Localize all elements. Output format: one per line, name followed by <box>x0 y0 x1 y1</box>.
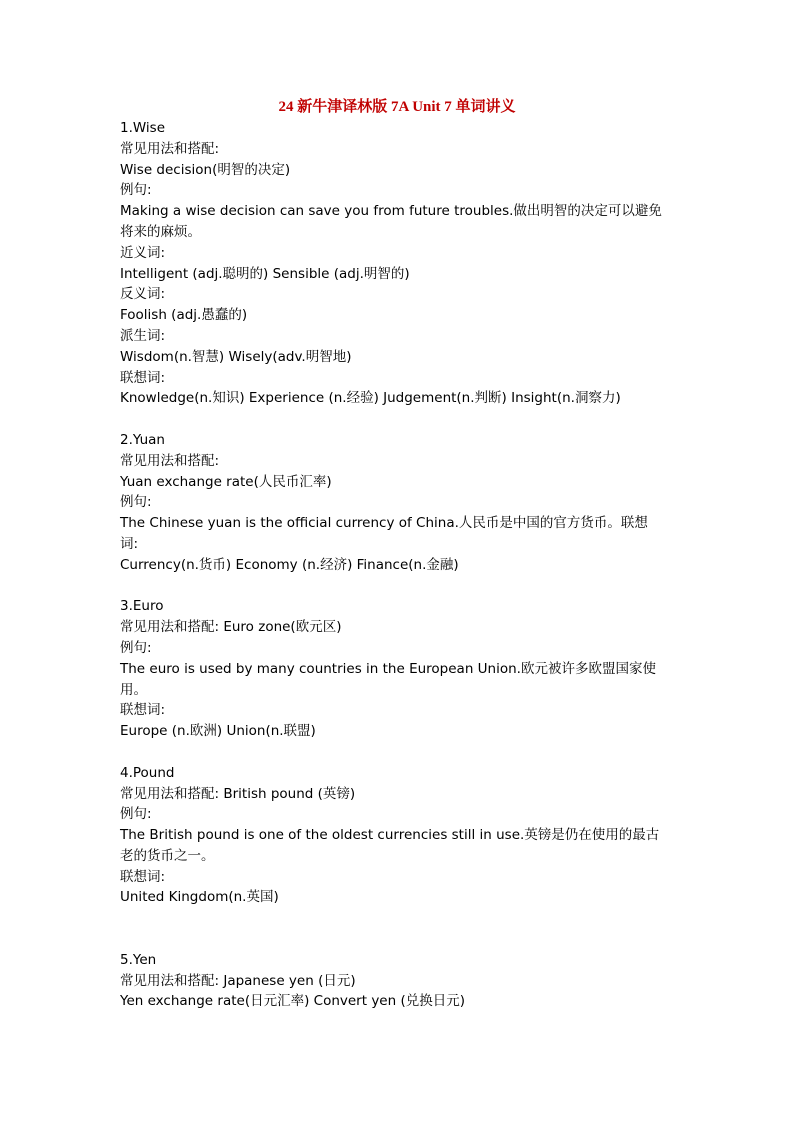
text-line: Intelligent (adj.聪明的) Sensible (adj.明智的) <box>120 265 410 282</box>
text-line: The British pound is one of the oldest currencies still in use.英镑是仍在使用的最古 <box>120 827 660 844</box>
text-line: 常见用法和搭配: Euro zone(欧元区) <box>120 619 342 636</box>
text-line: 近义词: <box>120 244 166 261</box>
text-line: Yuan exchange rate(人民币汇率) <box>120 473 332 490</box>
text-line: 将来的麻烦。 <box>120 223 201 240</box>
document-body <box>120 118 680 1012</box>
text-line: 用。 <box>120 681 147 698</box>
text-line: 常见用法和搭配: <box>120 452 220 469</box>
text-line: 反义词: <box>120 286 166 303</box>
blank-line <box>120 742 680 763</box>
text-line: 例句: <box>120 494 152 511</box>
document-title: 24 新牛津译林版 7A Unit 7 单词讲义 <box>278 99 516 115</box>
blank-line <box>120 908 680 929</box>
text-line: 联想词: <box>120 868 166 885</box>
text-line: Wise decision(明智的决定) <box>120 161 291 178</box>
text-line: 5.Yen <box>120 951 157 968</box>
blank-line <box>120 409 680 430</box>
text-line: 常见用法和搭配: British pound (英镑) <box>120 785 356 802</box>
text-line: Foolish (adj.愚蠢的) <box>120 307 248 324</box>
text-line: 4.Pound <box>120 764 175 781</box>
text-line: The euro is used by many countries in the European Union.欧元被许多欧盟国家使 <box>120 660 656 677</box>
text-line: United Kingdom(n.英国) <box>120 889 279 906</box>
blank-line <box>120 929 680 950</box>
blank-line <box>120 576 680 597</box>
text-line: 例句: <box>120 806 152 823</box>
text-line: 1.Wise <box>120 120 166 136</box>
text-line: Currency(n.货币) Economy (n.经济) Finance(n.金融) <box>120 556 459 573</box>
text-line: 例句: <box>120 639 152 656</box>
text-line: Yen exchange rate(日元汇率) Convert yen (兑换日元) <box>120 993 465 1010</box>
text-line: The Chinese yuan is the official currency of China.人民币是中国的官方货币。联想 <box>120 515 648 532</box>
text-line: 2.Yuan <box>120 431 165 448</box>
text-line: 3.Euro <box>120 598 164 615</box>
text-line: 派生词: <box>120 327 166 344</box>
text-line: 联想词: <box>120 369 166 386</box>
text-line: Making a wise decision can save you from future troubles.做出明智的决定可以避免 <box>120 203 662 220</box>
text-line: 联想词: <box>120 702 166 719</box>
text-line: 词: <box>120 535 139 552</box>
text-line: Knowledge(n.知识) Experience (n.经验) Judgement(n.判断) Insight(n.洞察力) <box>120 390 621 407</box>
text-line: 常见用法和搭配: Japanese yen (日元) <box>120 972 356 989</box>
text-line: Wisdom(n.智慧) Wisely(adv.明智地) <box>120 348 352 365</box>
text-line: Europe (n.欧洲) Union(n.联盟) <box>120 723 316 740</box>
text-line: 常见用法和搭配: <box>120 140 220 157</box>
text-line: 老的货币之一。 <box>120 847 215 864</box>
text-line: 例句: <box>120 182 152 199</box>
